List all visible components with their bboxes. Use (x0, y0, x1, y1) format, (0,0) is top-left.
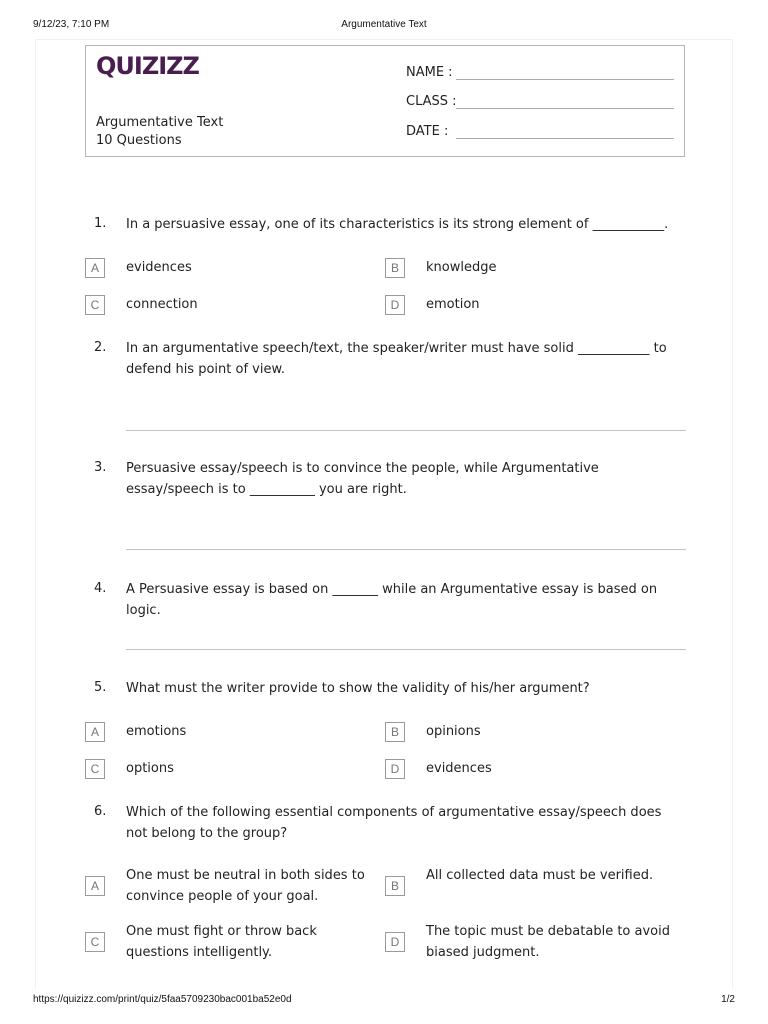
date-label: DATE : (406, 124, 449, 139)
q1-option-a-text: evidences (126, 260, 192, 275)
date-line (456, 138, 674, 139)
class-field (406, 94, 457, 109)
question-4-number: 4. (94, 581, 107, 596)
question-3-answer-line (126, 549, 686, 550)
print-footer (33, 994, 735, 1008)
quiz-title: Argumentative Text (96, 115, 224, 130)
question-4-text: A Persuasive essay is based on _______ while an Argumentative essay is based on logic. (126, 582, 658, 618)
name-label: NAME : (406, 65, 453, 80)
question-3-text: Persuasive essay/speech is to convince the people, while Argumentative essay/speech is to __________ you are right. (126, 461, 599, 497)
question-2-number: 2. (94, 340, 107, 355)
worksheet-header (85, 45, 685, 157)
q5-option-a-box: A (85, 722, 105, 742)
q1-option-c-text: connection (126, 297, 198, 312)
q1-option-a-box: A (85, 258, 105, 278)
class-line (456, 108, 674, 109)
q5-option-d-text: evidences (426, 761, 492, 776)
q5-option-a-text: emotions (126, 724, 187, 739)
question-6-number: 6. (94, 804, 107, 819)
quizizz-logo: QUIZIZZ (96, 52, 199, 80)
q6-option-c-box: C (85, 932, 105, 952)
question-1-text: In a persuasive essay, one of its characteristics is its strong element of ___________. (126, 217, 669, 232)
print-datetime: 9/12/23, 7:10 PM (33, 19, 110, 30)
q1-option-d-box: D (385, 295, 405, 315)
print-header (33, 19, 735, 33)
q6-option-c-text: One must fight or throw back questions intelligently. (126, 924, 317, 960)
q5-option-d-box: D (385, 759, 405, 779)
q6-option-b-text: All collected data must be verified. (426, 868, 654, 883)
question-count: 10 Questions (96, 133, 182, 148)
question-4-answer-line (126, 649, 686, 650)
q6-option-a-text: One must be neutral in both sides to convince people of your goal. (126, 868, 365, 904)
question-5-number: 5. (94, 680, 107, 695)
q5-option-b-text: opinions (426, 724, 481, 739)
page-frame (35, 39, 733, 989)
class-label: CLASS : (406, 94, 457, 109)
question-1-number: 1. (94, 216, 107, 231)
q6-option-d-text: The topic must be debatable to avoid biased judgment. (426, 924, 670, 960)
name-line (456, 79, 674, 80)
question-5-text: What must the writer provide to show the validity of his/her argument? (126, 681, 590, 696)
question-3-number: 3. (94, 460, 107, 475)
q1-option-d-text: emotion (426, 297, 480, 312)
q6-option-a-box: A (85, 876, 105, 896)
date-field (406, 124, 448, 139)
q5-option-b-box: B (385, 722, 405, 742)
q6-option-d-box: D (385, 932, 405, 952)
q1-option-b-text: knowledge (426, 260, 497, 275)
question-2-text: In an argumentative speech/text, the speaker/writer must have solid ___________ to defend his point of view. (126, 341, 667, 377)
print-url: https://quizizz.com/print/quiz/5faa5709230bac001ba52e0d (33, 994, 292, 1005)
q5-option-c-box: C (85, 759, 105, 779)
q6-option-b-box: B (385, 876, 405, 896)
q1-option-b-box: B (385, 258, 405, 278)
q5-option-c-text: options (126, 761, 174, 776)
name-field (406, 65, 453, 80)
q1-option-c-box: C (85, 295, 105, 315)
question-6-text: Which of the following essential components of argumentative essay/speech does not belong to the group? (126, 805, 662, 841)
print-title: Argumentative Text (341, 19, 427, 30)
print-page-number: 1/2 (721, 994, 735, 1005)
question-2-answer-line (126, 430, 686, 431)
